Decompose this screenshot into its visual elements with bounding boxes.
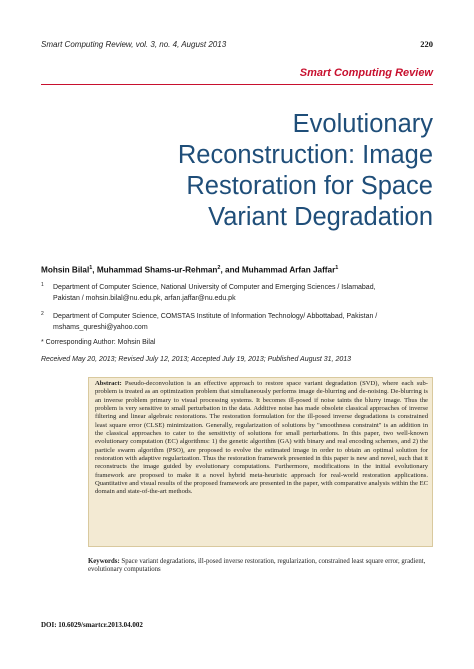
journal-name: Smart Computing Review xyxy=(299,67,433,79)
author-name: Muhammad Shams-ur-Rehman xyxy=(96,265,218,275)
keywords-label: Keywords: xyxy=(88,558,120,565)
title-line: Reconstruction: Image xyxy=(177,141,433,169)
affiliation-line: mshams_qureshi@yahoo.com xyxy=(53,324,148,331)
keywords-text: Space variant degradations, ill-posed inverse restoration, regularization, constrained least square error, gradient, evolutionary computations xyxy=(88,558,426,574)
affiliation-number: 1 xyxy=(41,282,44,288)
keywords xyxy=(88,558,433,575)
author-name: Muhammad Arfan Jaffar xyxy=(241,265,336,275)
corresponding-author: * Corresponding Author: Mohsin Bilal xyxy=(41,339,156,346)
author-affiliation-mark: 2 xyxy=(217,265,221,271)
title-line: Restoration for Space xyxy=(186,172,433,200)
author-affiliation-mark: 1 xyxy=(335,265,339,271)
affiliation xyxy=(41,311,436,333)
affiliation-number: 2 xyxy=(41,311,44,317)
publication-dates: Received May 20, 2013; Revised July 12, 2013; Accepted July 19, 2013; Published August 31, 2013 xyxy=(41,356,352,363)
header-rule xyxy=(41,84,433,85)
title-line: Evolutionary xyxy=(292,110,433,138)
abstract-text: Pseudo-deconvolution is an effective approach to restore space variant degradation (SVD), where each sub-problem is treated as an optimization problem that simultaneously performs image de-blurring and de-noising. De-blurring is an inverse problem primary to visual processing systems. It becomes ill-posed if noise taints the blurry image. Thus the problem is very sensitive to small perturbation in the data. Additive noise has made obsolete classical approaches of inverse filtering and linear algebraic restorations. The restoration formulation for the ill-posed inverse degradations is constrained least square error (CLSE) minimization. Generally, regularization of solutions by "smoothness constraint" is an addition in the classical approaches to cater to the sensitivity of solutions for small perturbations. In this paper, two well-known evolutionary computation (EC) algorithms: 1) the genetic algorithm (GA) with binary and real encoding schemes, and 2) the particle swarm algorithm (PSO), are proposed to evolve the estimated image in order to obtain an optimal solution for restoration with adaptive regularization. Thus the restoration framework presented in this paper is new and novel, such that it reconstructs the image guided by evolutionary computations. Furthermore, modifications in the initial evolutionary framework are proposed to make it a novel hybrid meta-heuristic approach for real-world restoration applications. Quantitative and visual results of the proposed framework are presented in the paper, with comparative analysis within the EC domain and state-of-the-art methods. xyxy=(95,380,428,496)
affiliation-line: Department of Computer Science, National University of Computer and Emerging Sciences / Islamabad, xyxy=(53,284,376,291)
author-name: Mohsin Bilal xyxy=(41,265,90,275)
paper-title xyxy=(33,109,433,233)
affiliation-line: Department of Computer Science, COMSTAS Institute of Information Technology/ Abbottabad, Pakistan / xyxy=(53,313,378,320)
author-affiliation-mark: 1 xyxy=(89,265,93,271)
page-number: 220 xyxy=(420,39,433,49)
abstract xyxy=(95,380,428,497)
affiliation xyxy=(41,282,436,304)
abstract-label: Abstract: xyxy=(95,380,122,387)
running-head: Smart Computing Review, vol. 3, no. 4, August 2013 xyxy=(41,40,227,49)
title-line: Variant Degradation xyxy=(208,203,433,231)
author-list: Mohsin Bilal$^1$, Muhammad Shams-ur-Rehman$^2$, and Muhammad Arfan Jaffar$^1$ xyxy=(41,265,339,275)
affiliation-line: Pakistan / mohsin.bilal@nu.edu.pk, arfan.jaffar@nu.edu.pk xyxy=(53,295,236,302)
doi: DOI: 10.6029/smartcr.2013.04.002 xyxy=(41,621,143,629)
